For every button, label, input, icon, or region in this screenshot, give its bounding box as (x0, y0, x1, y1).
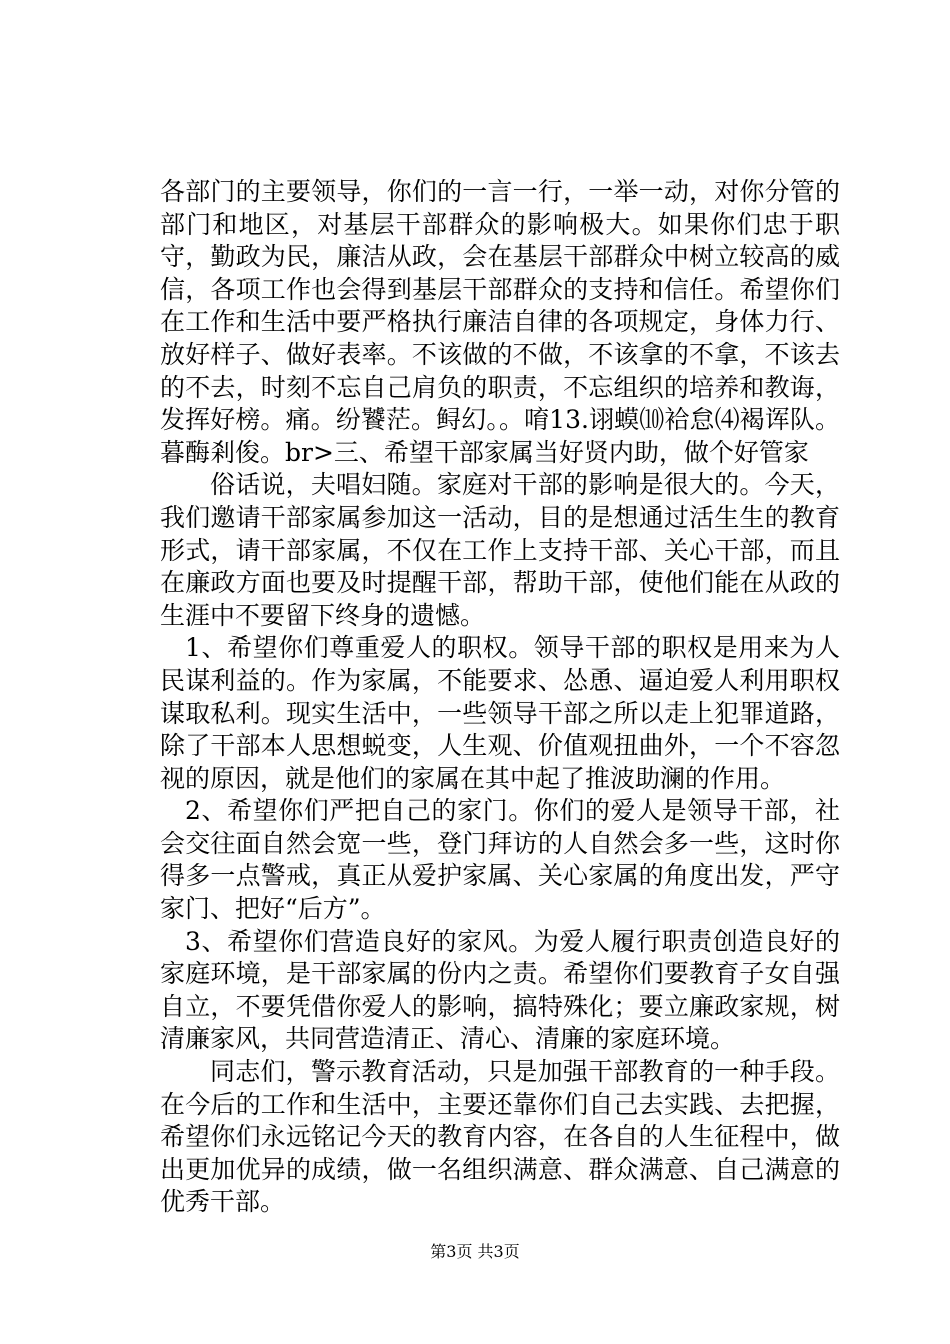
paragraph-item-2: 2、希望你们严把自己的家门。你们的爱人是领导干部，社会交往面自然会宽一些，登门拜访的人自然会多一些，这时你得多一点警戒，真正从爱护家属、关心家属的角度出发，严守家门、把好“后方”。 (160, 796, 840, 924)
paragraph-continuation: 各部门的主要领导，你们的一言一行，一举一动，对你分管的部门和地区，对基层干部群众的影响极大。如果你们忠于职守，勤政为民，廉洁从政，会在基层干部群众中树立较高的威信，各项工作也会得到基层干部群众的支持和信任。希望你们在工作和生活中要严格执行廉洁自律的各项规定，身体力行、放好样子、做好表率。不该做的不做，不该拿的不拿，不该去的不去，时刻不忘自己肩负的职责，不忘组织的培养和教诲，发挥好榜。痛。纷饕茫。鲟幻。。唷13.诩蟆⑽袷怠⑷褐诨队。暮酶剎俊。br>三、希望干部家属当好贤内助，做个好管家 (160, 177, 840, 467)
document-body (160, 176, 840, 1219)
paragraph-closing: 同志们，警示教育活动，只是加强干部教育的一种手段。在今后的工作和生活中，主要还靠你们自己去实践、去把握，希望你们永远铭记今天的教育内容，在各自的人生征程中，做出更加优异的成绩，做一名组织满意、群众满意、自己满意的优秀干部。 (160, 1057, 840, 1217)
page-footer: 第3页 共3页 (430, 1242, 520, 1261)
paragraph-item-1: 1、希望你们尊重爱人的职权。领导干部的职权是用来为人民谋利益的。作为家属，不能要求、怂恿、逼迫爱人利用职权谋取私利。现实生活中，一些领导干部之所以走上犯罪道路，除了干部本人思想蜕变，人生观、价值观扭曲外，一个不容忽视的原因，就是他们的家属在其中起了推波助澜的作用。 (160, 633, 840, 793)
paragraph-item-3: 3、希望你们营造良好的家风。为爱人履行职责创造良好的家庭环境，是干部家属的份内之责。希望你们要教育子女自强自立，不要凭借你爱人的影响，搞特殊化；要立廉政家规，树清廉家风，共同营造清正、清心、清廉的家庭环境。 (160, 926, 840, 1054)
paragraph-proverb: 俗话说，夫唱妇随。家庭对干部的影响是很大的。今天，我们邀请干部家属参加这一活动，目的是想通过活生生的教育形式，请干部家属，不仅在工作上支持干部、关心干部，而且在廉政方面也要及时提醒干部，帮助干部，使他们能在从政的生涯中不要留下终身的遗憾。 (160, 470, 840, 630)
